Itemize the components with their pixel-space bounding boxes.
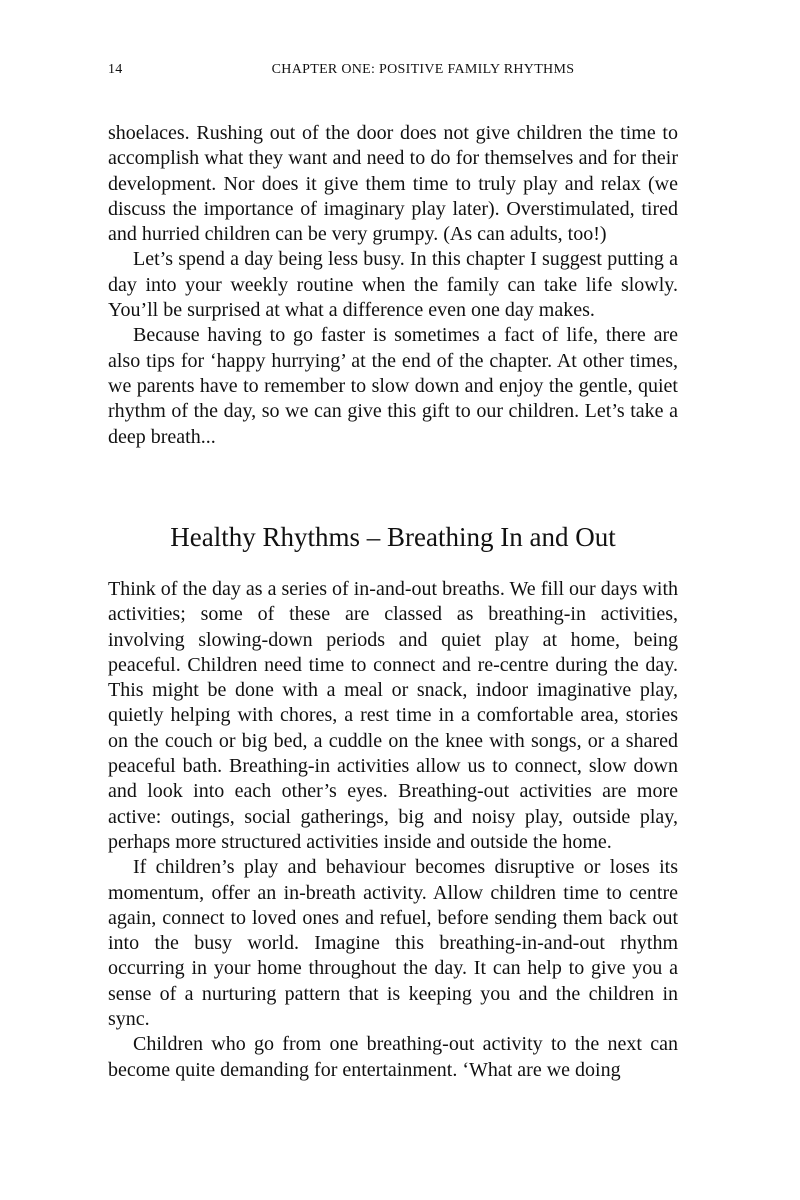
page-number: 14 xyxy=(108,62,123,77)
paragraph: Children who go from one breathing-out activity to the next can become quite demanding for entertainment. ‘What are we doing xyxy=(108,1033,678,1081)
paragraph: If children’s play and behaviour becomes disruptive or loses its momentum, offer an in-breath activity. Allow children time to centre again, connect to loved ones and refuel, before sending them back out into the busy world. Imagine this breathing-in-and-out rhythm occurring in your home throughout the day. It can help to give you a sense of a nurturing pattern that is keeping you and the children in sync. xyxy=(108,856,678,1031)
paragraph: shoelaces. Rushing out of the door does not give children the time to accomplish what they want and need to do for themselves and for their development. Nor does it give them time to truly play and relax (we discuss the importance of imaginary play later). Overstimulated, tired and hurried children can be very grumpy. (As can adults, too!) xyxy=(108,122,678,246)
running-head xyxy=(108,62,678,84)
running-title: CHAPTER ONE: POSITIVE FAMILY RHYTHMS xyxy=(271,62,575,77)
body-text-section-2 xyxy=(108,577,678,1083)
paragraph: Because having to go faster is sometimes a fact of life, there are also tips for ‘happy hurrying’ at the end of the chapter. At other times, we parents have to remember to slow down and enjoy the gentle, quiet rhythm of the day, so we can give this gift to our children. Let’s take a deep breath... xyxy=(108,324,678,448)
body-text-section-1 xyxy=(108,121,678,450)
section-heading: Healthy Rhythms – Breathing In and Out xyxy=(170,522,616,552)
paragraph: Think of the day as a series of in-and-out breaths. We fill our days with activities; some of these are classed as breathing-in activities, involving slowing-down periods and quiet play at home, being peaceful. Children need time to connect and re-centre during the day. This might be done with a meal or snack, indoor imaginative play, quietly helping with chores, a rest time in a comfortable area, stories on the couch or big bed, a cuddle on the knee with songs, or a shared peaceful bath. Breathing-in activities allow us to connect, slow down and look into each other’s eyes. Breathing-out activities are more active: outings, social gatherings, big and noisy play, outside play, perhaps more structured activities inside and outside the home. xyxy=(108,578,678,853)
paragraph: Let’s spend a day being less busy. In this chapter I suggest putting a day into your weekly routine when the family can take life slowly. You’ll be surprised at what a difference even one day makes. xyxy=(108,248,678,322)
